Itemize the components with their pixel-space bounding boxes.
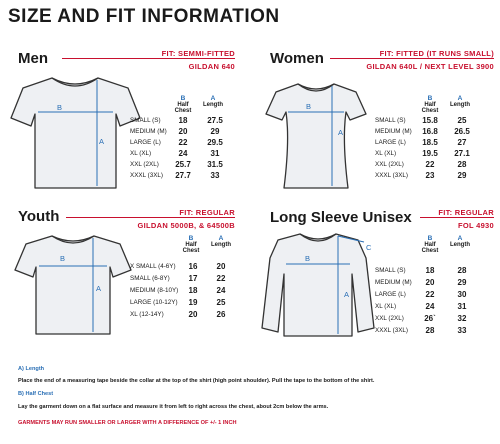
women-fit-label: FIT: FITTED (IT RUNS SMALL)	[379, 49, 494, 58]
youth-label-a: A	[96, 284, 102, 293]
women-tshirt-diagram	[262, 80, 370, 192]
longsleeve-col-length-header: A Length	[450, 235, 470, 248]
longsleeve-fit-label: FIT: REGULAR	[438, 208, 494, 217]
length-instruction-text: Place the end of a measuring tape beside the collar at the top of the shirt (high point shoulder). Pull the tape to the bottom of the shirt.	[18, 378, 375, 384]
women-divider	[330, 58, 494, 59]
youth-fit-label: FIT: REGULAR	[179, 208, 235, 217]
men-col-length-header: A Length	[203, 95, 223, 108]
men-label-b: B	[57, 103, 63, 112]
youth-tshirt-diagram	[12, 232, 134, 338]
men-label-a: A	[99, 137, 105, 146]
length-instruction-title: A) Length	[18, 366, 45, 372]
women-heading: Women	[270, 50, 324, 67]
men-divider	[62, 58, 235, 59]
longsleeve-shirt-diagram	[258, 228, 378, 340]
chest-instruction-title: B) Half Chest	[18, 391, 54, 397]
longsleeve-label-a: A	[344, 290, 350, 299]
men-heading: Men	[18, 50, 48, 67]
longsleeve-divider	[420, 217, 494, 218]
sizing-warning: GARMENTS MAY RUN SMALLER OR LARGER WITH A DIFFERENCE OF +/- 1 INCH	[18, 420, 237, 426]
youth-brand: GILDAN 5000B, & 64500B	[137, 221, 235, 230]
youth-col-length-header: A Length	[211, 235, 231, 248]
women-size-table: B Half Chest A Length SMALL (S) 15.8 25 MEDIUM (M) 16.8 26.5 LARGE (L) 18.5 27 XL (XL) 19.5 27.1 XXL (2XL) 22 28 XXXL (3XL) 23 29	[375, 95, 495, 190]
women-col-chest-header: B Half Chest	[421, 95, 439, 114]
women-col-length-header: A Length	[450, 95, 470, 108]
men-size-table: B Half Chest A Length SMALL (S) 18 27.5 MEDIUM (M) 20 29 LARGE (L) 22 29.5 XL (XL) 24 31 XXL (2XL) 25.7 31.5 XXXL (3XL) 27.7 33	[130, 95, 245, 190]
longsleeve-label-c: C	[366, 243, 372, 252]
women-label-a: A	[338, 128, 344, 137]
longsleeve-size-table: B Half Chest A Length SMALL (S) 18 28 MEDIUM (M) 20 29 LARGE (L) 22 30 XL (XL) 24 31 XXL (2XL) 26` 32 XXXL (3XL) 28 33	[375, 235, 495, 335]
women-label-b: B	[306, 102, 312, 111]
longsleeve-label-b: B	[305, 254, 311, 263]
chest-instruction-text: Lay the garment down on a flat surface and measure it from left to right across the chest, about 2cm below the arms.	[18, 404, 329, 410]
men-col-chest-header: B Half Chest	[174, 95, 192, 114]
youth-divider	[66, 217, 235, 218]
men-fit-label: FIT: SEMMI-FITTED	[161, 49, 235, 58]
youth-col-chest-header: B Half Chest	[182, 235, 200, 254]
longsleeve-col-chest-header: B Half Chest	[421, 235, 439, 254]
men-brand: GILDAN 640	[188, 62, 235, 71]
youth-size-table: B Half Chest A Length X SMALL (4-6Y) 16 20 SMALL (6-8Y) 17 22 MEDIUM (8-10Y) 18 24 LARGE (10-12Y) 19 25 XL (12-14Y) 20 26	[130, 235, 245, 325]
youth-label-b: B	[60, 254, 66, 263]
longsleeve-brand: FOL 4930	[457, 221, 494, 230]
page-title: SIZE AND FIT INFORMATION	[8, 6, 280, 27]
youth-heading: Youth	[18, 208, 60, 225]
men-tshirt-diagram	[8, 74, 143, 192]
women-brand: GILDAN 640L / NEXT LEVEL 3900	[366, 62, 494, 71]
longsleeve-heading: Long Sleeve Unisex	[270, 209, 412, 226]
